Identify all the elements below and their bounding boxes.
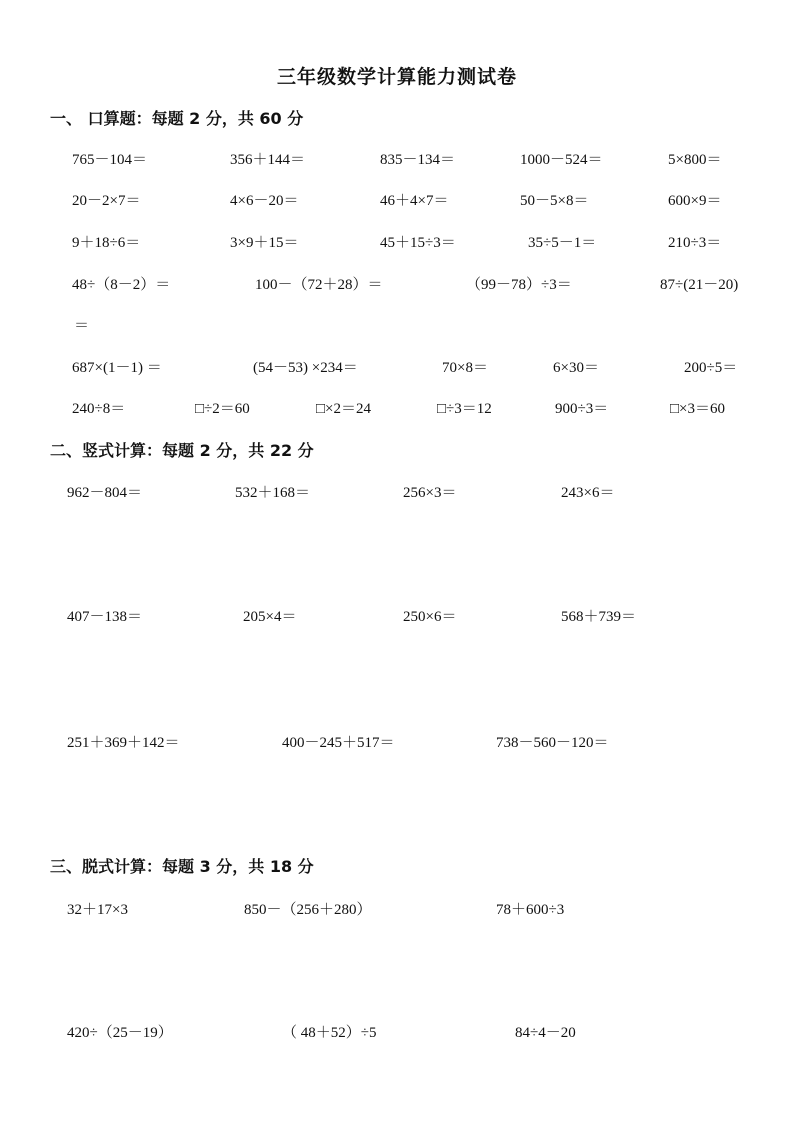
problem: 70×8＝ [442, 360, 488, 376]
problem: 568＋739＝ [561, 609, 637, 625]
problem: 84÷4－20 [515, 1025, 576, 1041]
problem: 420÷（25－19） [67, 1025, 173, 1041]
problem: (54－53) ×234＝ [253, 360, 358, 376]
problem: 400－245＋517＝ [282, 735, 395, 751]
problem: 3×9＋15＝ [230, 235, 299, 251]
problem: □×2＝24 [316, 401, 372, 417]
problem: 962－804＝ [67, 485, 143, 501]
problem: 850－（256＋280） [244, 902, 372, 918]
problem: 87÷(21－20) [660, 277, 739, 293]
problem: 45＋15÷3＝ [380, 235, 456, 251]
problem: 4×6－20＝ [230, 193, 299, 209]
problem: 835－134＝ [380, 152, 456, 168]
problem: 9＋18÷6＝ [72, 235, 141, 251]
problem: □÷2＝60 [195, 401, 250, 417]
problem: 210÷3＝ [668, 235, 722, 251]
problem-continuation: ＝ [74, 318, 90, 334]
problem: 738－560－120＝ [496, 735, 609, 751]
problem: □÷3＝12 [437, 401, 492, 417]
problem: （ 48＋52）÷5 [282, 1025, 377, 1041]
problem: 205×4＝ [243, 609, 297, 625]
problem: 100－（72＋28）＝ [255, 277, 383, 293]
problem: （99－78）÷3＝ [466, 277, 572, 293]
problem: 900÷3＝ [555, 401, 609, 417]
section-3-heading: 三、脱式计算：每题 3 分，共 18 分 [50, 857, 314, 876]
page-title: 三年级数学计算能力测试卷 [276, 66, 517, 88]
problem: 600×9＝ [668, 193, 722, 209]
problem: 50－5×8＝ [520, 193, 589, 209]
problem: 78＋600÷3 [496, 902, 565, 918]
problem: 687×(1－1) ＝ [72, 360, 162, 376]
problem: 240÷8＝ [72, 401, 126, 417]
section-1-heading: 一、 口算题：每题 2 分，共 60 分 [50, 109, 304, 128]
problem: 35÷5－1＝ [528, 235, 597, 251]
problem: 200÷5＝ [684, 360, 738, 376]
problem: □×3＝60 [670, 401, 726, 417]
problem: 48÷（8－2）＝ [72, 277, 171, 293]
problem: 256×3＝ [403, 485, 457, 501]
problem: 251＋369＋142＝ [67, 735, 180, 751]
problem: 20－2×7＝ [72, 193, 141, 209]
problem: 5×800＝ [668, 152, 722, 168]
problem: 46＋4×7＝ [380, 193, 449, 209]
problem: 6×30＝ [553, 360, 599, 376]
problem: 407－138＝ [67, 609, 143, 625]
problem: 532＋168＝ [235, 485, 311, 501]
problem: 1000－524＝ [520, 152, 603, 168]
problem: 243×6＝ [561, 485, 615, 501]
section-2-heading: 二、竖式计算：每题 2 分，共 22 分 [50, 441, 314, 460]
problem: 250×6＝ [403, 609, 457, 625]
problem: 765－104＝ [72, 152, 148, 168]
problem: 32＋17×3 [67, 902, 128, 918]
problem: 356＋144＝ [230, 152, 306, 168]
